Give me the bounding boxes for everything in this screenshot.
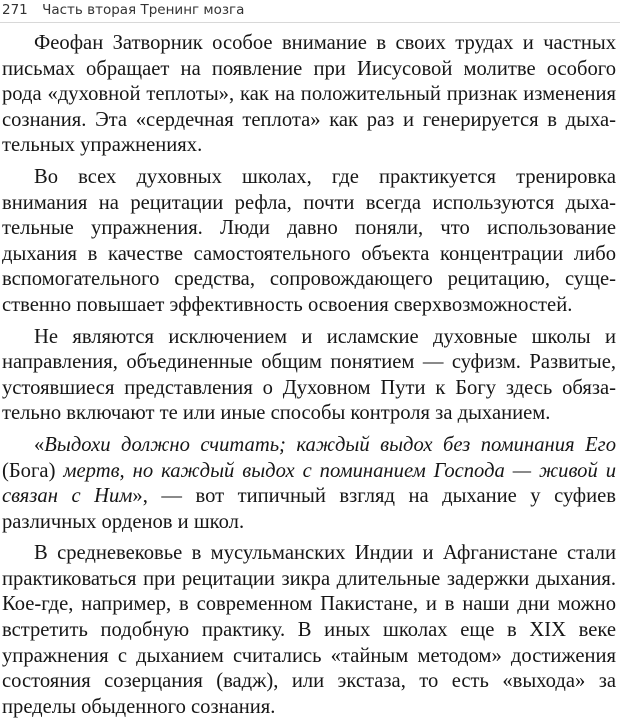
quote-italic-part-2: мертв, но каждый выдох с поминанием Господа — живой и связан с Ним — [2, 459, 617, 508]
page-number: 271 — [2, 2, 28, 18]
paragraph-3: Не являются исключением и исламские духовные школы и направления, объединенные общим понятием — суфизм. Развитые, устоявшиеся представления о Духовном Пути к Богу здесь обяза-тельно включают те или иные способы контроля за дыханием. — [2, 325, 616, 425]
quote-plain-part-2: », — вот типичный взгляд на дыхание у суфиев различных орденов и школ. — [2, 485, 616, 533]
body-text — [2, 31, 616, 720]
paragraph-1: Феофан Затворник особое внимание в своих трудах и частных письмах обращает на появление при Иисусовой молитве особого рода «духовной теплоты», как на положительный признак изменения сознания. Эта «сердечная теплота» как раз и генерируется в дыха-тельных упражнениях. — [2, 32, 616, 157]
running-title: Часть вторая Тренинг мозга — [42, 2, 245, 18]
quote-italic-part-1: Выдохи должно считать; каждый выдох без поминания Его — [44, 433, 616, 456]
paragraph-4-quote — [2, 433, 616, 535]
paragraph-2: Во всех духовных школах, где практикуется тренировка внимания на рецитации рефла, почти всегда используются дыха-тельные упражнения. Люди давно поняли, что использование дыхания в качестве самостоятельного объекта концентрации либо вспомогательного средства, сопровождающего рецитацию, суще-ственно повышает эффективность освоения сверхвозможностей. — [2, 165, 616, 316]
quote-plain-part-1: (Бога) — [2, 459, 64, 482]
quote-open-mark: « — [34, 433, 45, 456]
paragraph-5: В средневековье в мусульманских Индии и Афганистане стали практиковаться при рецитации зикра длительные задержки дыхания. Кое-где, например, в современном Пакистане, и в наши дни можно встретить подобную практику. В иных школах еще в XIX веке упражнения с дыханием считались «тайным методом» достижения состояния созерцания (вадж), или экстаза, то есть «выхода» за пределы обыденного сознания. — [2, 542, 616, 718]
running-header — [0, 0, 620, 23]
